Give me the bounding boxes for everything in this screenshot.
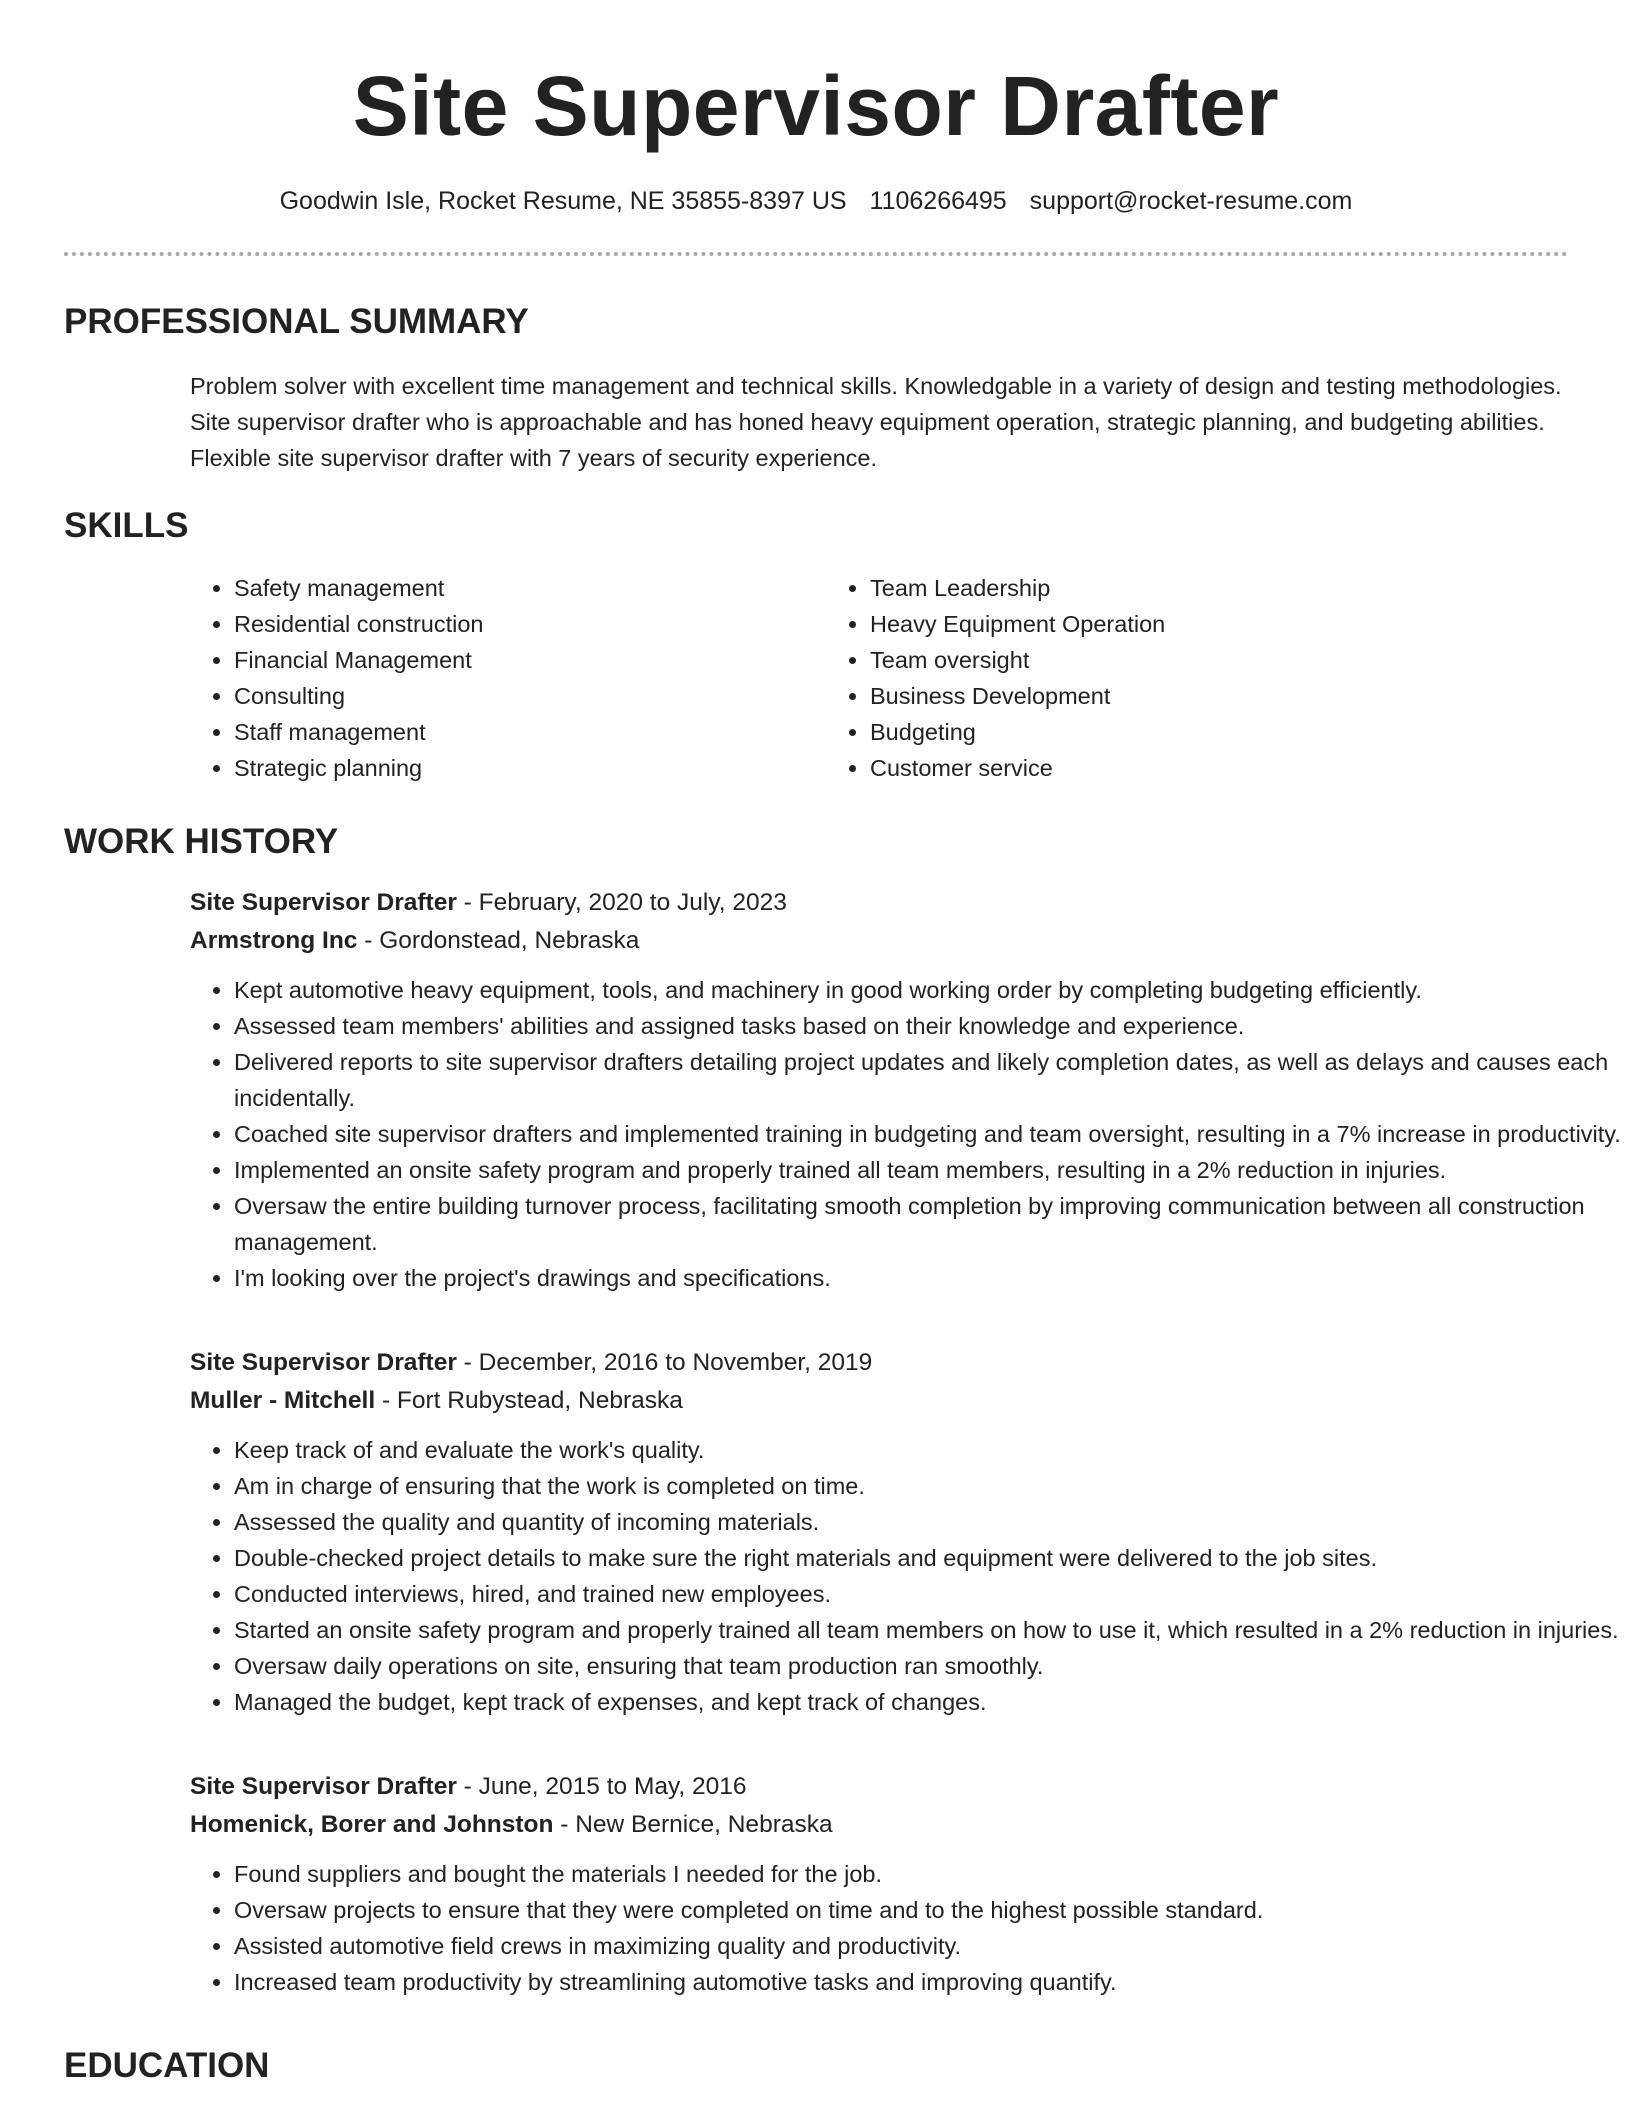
job-bullet: • Assessed the quality and quantity of incoming materials. xyxy=(234,1504,1632,1540)
job-bullet: • Oversaw projects to ensure that they were completed on time and to the highest possible standard. xyxy=(234,1892,1632,1928)
skill-item: • Residential construction xyxy=(234,606,826,642)
job-bullet: • Double-checked project details to make sure the right materials and equipment were delivered to the job sites. xyxy=(234,1540,1632,1576)
job-bullet: • Delivered reports to site supervisor drafters detailing project updates and likely completion dates, as well as delays and causes each incidentally. xyxy=(234,1044,1632,1116)
job-role: Site Supervisor Drafter xyxy=(190,1349,457,1376)
job-entry xyxy=(190,884,1632,1296)
job-dates: - December, 2016 to November, 2019 xyxy=(456,1349,873,1376)
job-bullets xyxy=(190,1856,1632,2000)
job-bullet: • Increased team productivity by streamlining automotive tasks and improving quantify. xyxy=(234,1964,1632,2000)
job-title-line xyxy=(190,884,1632,922)
skill-item: • Budgeting xyxy=(870,714,1462,750)
skill-item: • Consulting xyxy=(234,678,826,714)
job-bullet: • I'm looking over the project's drawings and specifications. xyxy=(234,1260,1632,1296)
job-bullet: • Oversaw daily operations on site, ensuring that team production ran smoothly. xyxy=(234,1648,1632,1684)
job-bullet: • Assessed team members' abilities and assigned tasks based on their knowledge and experience. xyxy=(234,1008,1632,1044)
summary-text: Problem solver with excellent time management and technical skills. Knowledgable in a variety of design and testing methodologies. Site supervisor drafter who is approachable and has honed heavy equipment operation, strategic planning, and budgeting abilities. Flexible site supervisor drafter with 7 years of security experience. xyxy=(190,373,1562,471)
job-bullet: • Am in charge of ensuring that the work is completed on time. xyxy=(234,1468,1632,1504)
job-role: Site Supervisor Drafter xyxy=(190,889,457,916)
skills-column-right xyxy=(826,570,1462,786)
job-company: Armstrong Inc xyxy=(190,927,358,954)
header-divider xyxy=(64,252,1568,256)
section-title-summary: PROFESSIONAL SUMMARY xyxy=(64,302,529,341)
skill-item: • Staff management xyxy=(234,714,826,750)
job-bullet: • Oversaw the entire building turnover process, facilitating smooth completion by improving communication between all construction management. xyxy=(234,1188,1632,1260)
job-company-line xyxy=(190,1806,1632,1844)
job-bullet: • Kept automotive heavy equipment, tools, and machinery in good working order by completing budgeting efficiently. xyxy=(234,972,1632,1008)
job-bullet: • Found suppliers and bought the materials I needed for the job. xyxy=(234,1856,1632,1892)
job-bullets xyxy=(190,1432,1632,1720)
contact-email: support@rocket-resume.com xyxy=(1029,187,1353,215)
skills-column-left xyxy=(190,570,826,786)
section-title-education: EDUCATION xyxy=(64,2046,270,2085)
skill-item: • Team oversight xyxy=(870,642,1462,678)
job-location: - Fort Rubystead, Nebraska xyxy=(375,1387,683,1414)
job-title-line xyxy=(190,1344,1632,1382)
skill-item: • Strategic planning xyxy=(234,750,826,786)
job-company-line xyxy=(190,922,1632,960)
job-bullet: • Started an onsite safety program and properly trained all team members on how to use it, which resulted in a 2% reduction in injuries. xyxy=(234,1612,1632,1648)
contact-line xyxy=(64,184,1568,218)
resume-name: Site Supervisor Drafter xyxy=(352,59,1280,153)
job-location: - New Bernice, Nebraska xyxy=(553,1811,833,1838)
job-company: Muller - Mitchell xyxy=(190,1387,376,1414)
job-bullets xyxy=(190,972,1632,1296)
skill-item: • Customer service xyxy=(870,750,1462,786)
contact-phone: 1106266495 xyxy=(869,187,1007,215)
job-role: Site Supervisor Drafter xyxy=(190,1773,457,1800)
job-company-line xyxy=(190,1382,1632,1420)
job-bullet: • Assisted automotive field crews in maximizing quality and productivity. xyxy=(234,1928,1632,1964)
contact-address: Goodwin Isle, Rocket Resume, NE 35855-8397 US xyxy=(279,187,847,215)
skill-item: • Business Development xyxy=(870,678,1462,714)
job-bullet: • Conducted interviews, hired, and trained new employees. xyxy=(234,1576,1632,1612)
job-bullet: • Managed the budget, kept track of expenses, and kept track of changes. xyxy=(234,1684,1632,1720)
job-entry xyxy=(190,1768,1632,2000)
skill-item: • Safety management xyxy=(234,570,826,606)
skill-item: • Heavy Equipment Operation xyxy=(870,606,1462,642)
job-location: - Gordonstead, Nebraska xyxy=(357,927,640,954)
skills-list xyxy=(190,570,1568,786)
skill-item: • Financial Management xyxy=(234,642,826,678)
job-dates: - June, 2015 to May, 2016 xyxy=(456,1773,747,1800)
skill-item: • Team Leadership xyxy=(870,570,1462,606)
section-title-skills: SKILLS xyxy=(64,506,189,545)
job-title-line xyxy=(190,1768,1632,1806)
section-title-work-history: WORK HISTORY xyxy=(64,822,339,861)
job-dates: - February, 2020 to July, 2023 xyxy=(456,889,787,916)
job-bullet: • Keep track of and evaluate the work's quality. xyxy=(234,1432,1632,1468)
job-bullet: • Coached site supervisor drafters and implemented training in budgeting and team oversight, resulting in a 7% increase in productivity. xyxy=(234,1116,1632,1152)
job-company: Homenick, Borer and Johnston xyxy=(190,1811,554,1838)
job-entry xyxy=(190,1344,1632,1720)
job-bullet: • Implemented an onsite safety program and properly trained all team members, resulting in a 2% reduction in injuries. xyxy=(234,1152,1632,1188)
